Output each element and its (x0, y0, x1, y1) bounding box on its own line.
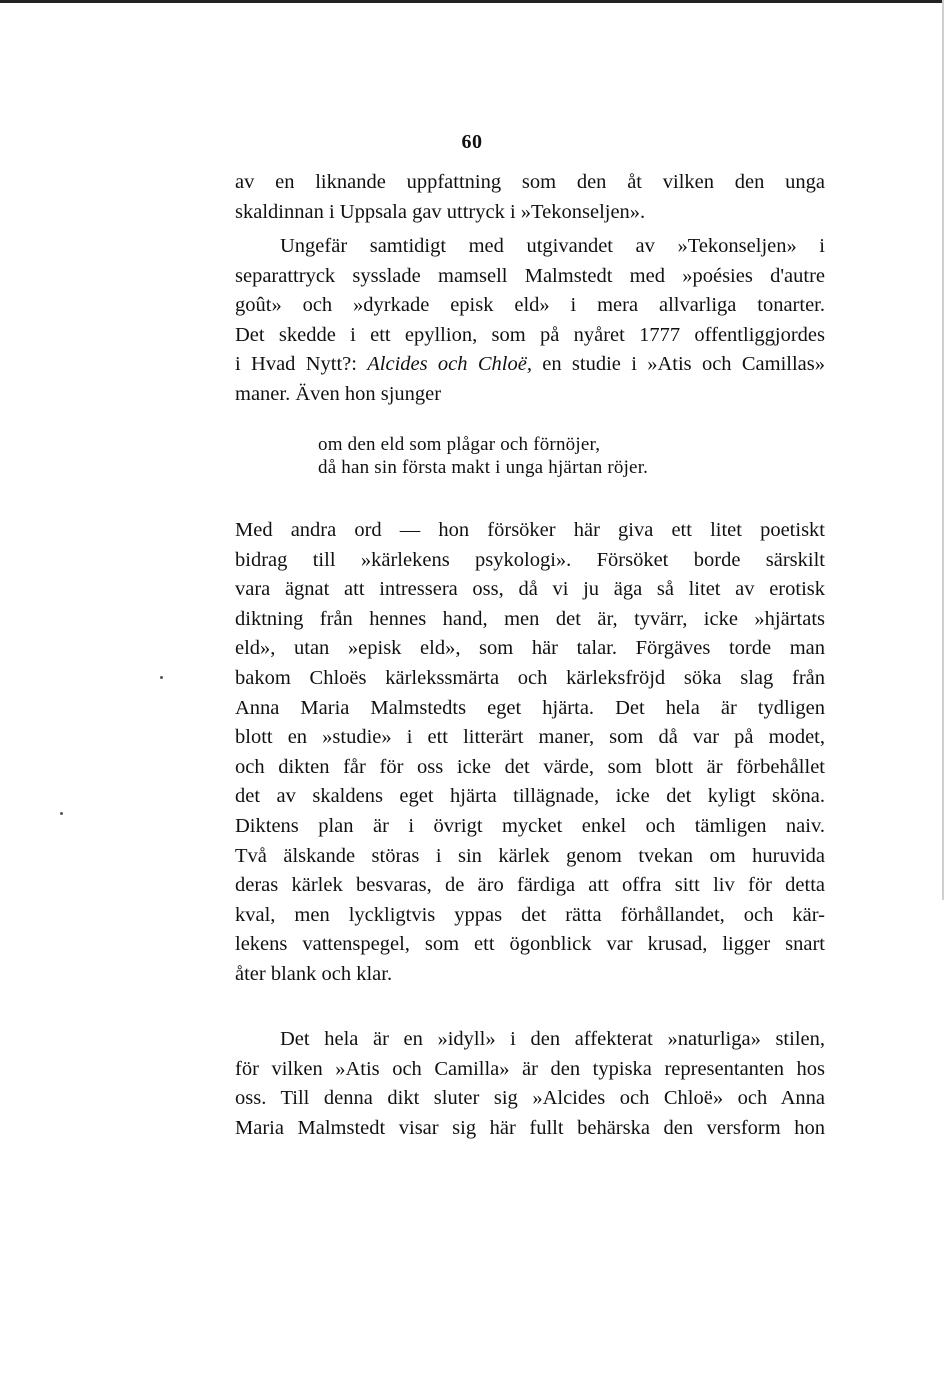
paragraph-3 (235, 516, 825, 990)
paragraph-3-line-10: det av skaldens eget hjärta tillägnade, icke det kyligt sköna. (235, 785, 825, 808)
paragraph-3-line-4: diktning från hennes hand, men det är, tyvärr, icke »hjärtats (235, 607, 825, 630)
verse-line-2: då han sin första makt i unga hjärtan röjer. (318, 457, 649, 478)
paragraph-4-line-1: Det hela är en »idyll» i den affekterat »naturliga» stilen, (280, 1028, 825, 1050)
paragraph-2-line-2: separattryck sysslade mamsell Malmstedt med »poésies d'autre (235, 264, 825, 287)
paragraph-3-line-2: bidrag till »kärlekens psykologi». Försöket borde särskilt (235, 548, 825, 571)
paragraph-4-line-4: Maria Malmstedt visar sig här fullt behärska den versform hon (235, 1116, 825, 1139)
paragraph-4-line-3: oss. Till denna dikt sluter sig »Alcides och Chloë» och Anna (235, 1087, 825, 1110)
paragraph-4-line-2: för vilken »Atis och Camilla» är den typiska representanten hos (235, 1057, 825, 1080)
paragraph-3-line-6: bakom Chloës kärlekssmärta och kärleksfröjd söka slag från (235, 666, 825, 689)
print-speck-margin (160, 676, 163, 679)
paragraph-2-line-3: goût» och »dyrkade episk eld» i mera allvarliga tonarter. (235, 294, 825, 317)
paragraph-3-line-11: Diktens plan är i övrigt mycket enkel och tämligen naiv. (235, 814, 825, 837)
paragraph-3-line-16: åter blank och klar. (235, 962, 393, 985)
paragraph-1 (235, 168, 825, 227)
page-number: 60 (461, 131, 483, 153)
paragraph-3-line-8: blott en »studie» i ett litterärt maner, som då var på modet, (235, 726, 825, 749)
paragraph-2-line-5 (235, 350, 825, 380)
paragraph-3-line-15: lekens vattenspegel, som ett ögonblick var krusad, ligger snart (235, 933, 825, 956)
paragraph-1-line-1: av en liknande uppfattning som den åt vilken den unga (235, 171, 825, 193)
paragraph-2-line-1: Ungefär samtidigt med utgivandet av »Tekonseljen» i (280, 235, 825, 257)
paragraph-2-line-4: Det skedde i ett epyllion, som på nyåret 1777 offentliggjordes (235, 323, 825, 346)
paragraph-2-line-6: maner. Även hon sjunger (235, 382, 442, 405)
paragraph-2-line-5-end: en studie i »Atis och Camillas» (531, 353, 826, 376)
paragraph-3-line-9: och dikten får för oss icke det värde, som blott är förbehållet (235, 755, 825, 778)
paragraph-4 (235, 1025, 825, 1143)
print-speck-left (60, 812, 63, 815)
paragraph-2 (235, 232, 825, 410)
paragraph-1-line-2: skaldinnan i Uppsala gav uttryck i »Tekonseljen». (235, 200, 646, 223)
verse-quote (318, 433, 648, 479)
paragraph-3-line-1: Med andra ord — hon försöker här giva ett litet poetiskt (235, 519, 825, 541)
poem-title-italic: Alcides och Chloë, (367, 353, 532, 376)
page-top-edge (0, 0, 944, 3)
paragraph-2-line-5-start: i Hvad Nytt?: (235, 353, 368, 376)
paragraph-3-line-14: kval, men lyckligtvis yppas det rätta förhållandet, och kär- (235, 903, 825, 926)
paragraph-3-line-5: eld», utan »episk eld», som här talar. Förgäves torde man (235, 637, 825, 660)
paragraph-3-line-3: vara ägnat att intressera oss, då vi ju äga så litet av erotisk (235, 578, 825, 601)
paragraph-3-line-7: Anna Maria Malmstedts eget hjärta. Det hela är tydligen (235, 696, 825, 719)
paragraph-3-line-13: deras kärlek besvaras, de äro färdiga att offra sitt liv för detta (235, 874, 825, 897)
paragraph-3-line-12: Två älskande störas i sin kärlek genom tvekan om huruvida (235, 844, 825, 867)
verse-line-1: om den eld som plågar och förnöjer, (318, 434, 601, 455)
